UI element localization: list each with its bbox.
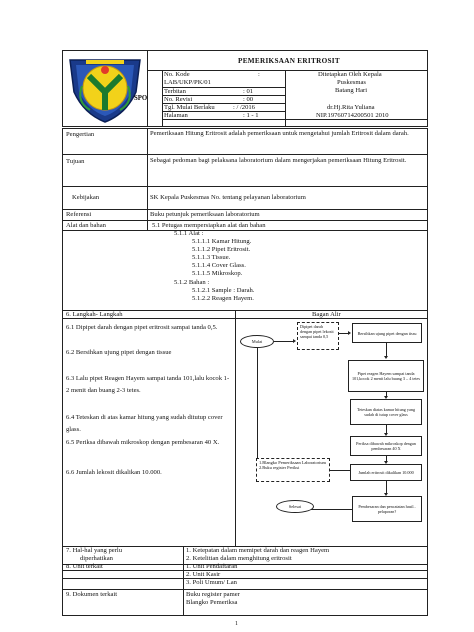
terbitan-label: Terbitan <box>164 88 186 95</box>
flow-side-note-2: 2.Buku register Periksi <box>259 465 300 470</box>
alat-line: 5.1.1.5 Mikroskop. <box>192 270 243 277</box>
no-revisi-value: : 00 <box>243 96 254 103</box>
alat-line: 5.1.2.2 Reagen Hayem. <box>192 295 254 302</box>
flow-step-2: Bersihkan ujung pipet dengan tissu <box>352 323 422 343</box>
tujuan-text: Sebagai pedoman bagi pelaksana laboratorium dalam mengerjakan pemeriksaan Hitung Eritrosit. <box>150 157 407 164</box>
flow-step-4: Teteskan diatas kamar hitung yang sudah di tutup cover glass <box>350 399 422 425</box>
step-item: 6.4 Teteskan di atas kamar hitung yang sudah ditutup cover glass. <box>66 414 223 433</box>
unit-item-3: 3. Poli Umum/ Lan <box>186 579 237 586</box>
hal-label-2: diperhatikan <box>80 555 113 562</box>
referensi-label: Referensi <box>66 211 92 218</box>
spo-label: SPO <box>134 95 148 102</box>
flow-step-7: Pembesaran dan pencatatan hasil.. pelaporan? <box>352 496 422 522</box>
flow-step-3: Pipet reagen Hayem sampai tanda 101,kocok 2 menit lalu buang 3 – 4 tetes <box>348 360 424 392</box>
tujuan-label: Tujuan <box>66 158 85 165</box>
unit-item-1: 1. Unit Pendaftaran <box>186 563 238 570</box>
flow-end: Selesai <box>276 500 314 513</box>
alat-bahan-label: Alat dan bahan <box>66 222 106 229</box>
step-item: 6.1 Dipipet darah dengan pipet eritrosit sampai tanda 0,5. <box>66 324 218 331</box>
dokumen-item-2: Blangko Pemeriksa <box>186 599 238 606</box>
pengertian-label: Pengertian <box>66 131 95 138</box>
puskesmas-logo <box>66 52 144 124</box>
flow-step-6: Jumlah eritrosit dikalikan 10.000 <box>350 464 422 481</box>
no-revisi-label: No. Revisi <box>164 96 193 103</box>
step-item: 6.2 Bersihkan ujung pipet dengan tissue <box>66 349 172 356</box>
alat-line: 5.1.1.1 Kamar Hitung. <box>192 238 252 245</box>
no-kode-value: LAB/UKP/PK/01 <box>164 79 211 86</box>
referensi-text: Buku petunjuk pemeriksaan laboratorium <box>150 211 260 218</box>
no-kode-label: No. Kode <box>164 71 190 78</box>
flow-step-5: Periksa dibawah mikroskop dengan pembesaran 40 X <box>350 436 422 456</box>
alat-line: 5.1.1.3 Tissue. <box>192 254 231 261</box>
alat-line: 5.1.1.4 Cover Glass. <box>192 262 246 269</box>
tgl-berlaku-value: : / /2016 <box>233 104 255 111</box>
flow-side-note-1: 1.Blangko Pemeriksaan Laboratorium <box>259 460 326 465</box>
flow-step-1: Dipipet darah dengan pipet lekosit sampai tanda 0,5 <box>297 322 339 350</box>
halaman-value: : 1 - 1 <box>243 112 259 119</box>
flow-start: Mulai <box>240 335 274 348</box>
alat-line: 5.1.1 Alat : <box>174 230 204 237</box>
bagan-alir-header: Bagan Alir <box>312 311 341 318</box>
page-number: 1 <box>235 621 238 627</box>
step-item: 6.3 Lalu pipet Reagen Hayem sampai tanda 101,lalu kocok 1-2 menit dan buang 2-3 tetes. <box>66 375 230 394</box>
hal-item-1: 1. Ketepatan dalam memipet darah dan reagen Hayem <box>186 547 330 554</box>
terbitan-value: : 01 <box>243 88 254 95</box>
hal-item-2: 2. Ketelitian dalam menghitung eritrosit <box>186 555 292 562</box>
no-kode-colon: : <box>258 71 260 78</box>
halaman-label: Halaman <box>164 112 188 119</box>
alat-line: 5.1.1.2 Pipet Eritrosit. <box>192 246 251 253</box>
step-item: 6.5 Periksa dibawah mikroskop dengan pembesaran 40 X. <box>66 439 220 446</box>
unit-label: 8. Unit terkait <box>66 563 103 570</box>
pengertian-text: Pemeriksaan Hitung Eritrosit adalah pemeriksaan untuk mengetahui jumlah Eritrosit dalam darah. <box>150 130 409 137</box>
dokumen-item-1: Buku register pamer <box>186 591 240 598</box>
kebijakan-label: Kebijakan <box>72 194 100 201</box>
dokumen-label: 9. Dokumen terkait <box>66 591 118 598</box>
steps-header: 6. Langkah- Langkah <box>66 311 123 318</box>
signer-nip: NIP.19760714200501 2010 <box>316 112 389 119</box>
alat-line: 5.1.2 Bahan : <box>174 279 210 286</box>
ditetapkan-line-1: Ditetapkan Oleh Kepala <box>318 71 382 78</box>
unit-item-2: 2. Unit Kasir <box>186 571 221 578</box>
flow-side-note <box>256 458 330 482</box>
document-title: PEMERIKSAAN ERITROSIT <box>238 57 340 65</box>
step-item: 6.6 Jumlah lekosit dikalikan 10.000. <box>66 469 162 476</box>
hal-label-1: 7. Hal-hal yang perlu <box>66 547 123 554</box>
alat-line: 5.1 Petugas mempersiapkan alat dan bahan <box>152 222 266 229</box>
ditetapkan-line-3: Batang Hari <box>335 87 368 94</box>
tgl-berlaku-label: Tgl. Mulai Berlaku <box>164 104 215 111</box>
ditetapkan-line-2: Puskesmas <box>337 79 366 86</box>
signer-name: dr.Hj.Rita Yuliana <box>327 104 375 111</box>
alat-line: 5.1.2.1 Sample : Darah. <box>192 287 255 294</box>
kebijakan-text: SK Kepala Puskesmas No. tentang pelayanan laboratorium <box>150 194 306 201</box>
